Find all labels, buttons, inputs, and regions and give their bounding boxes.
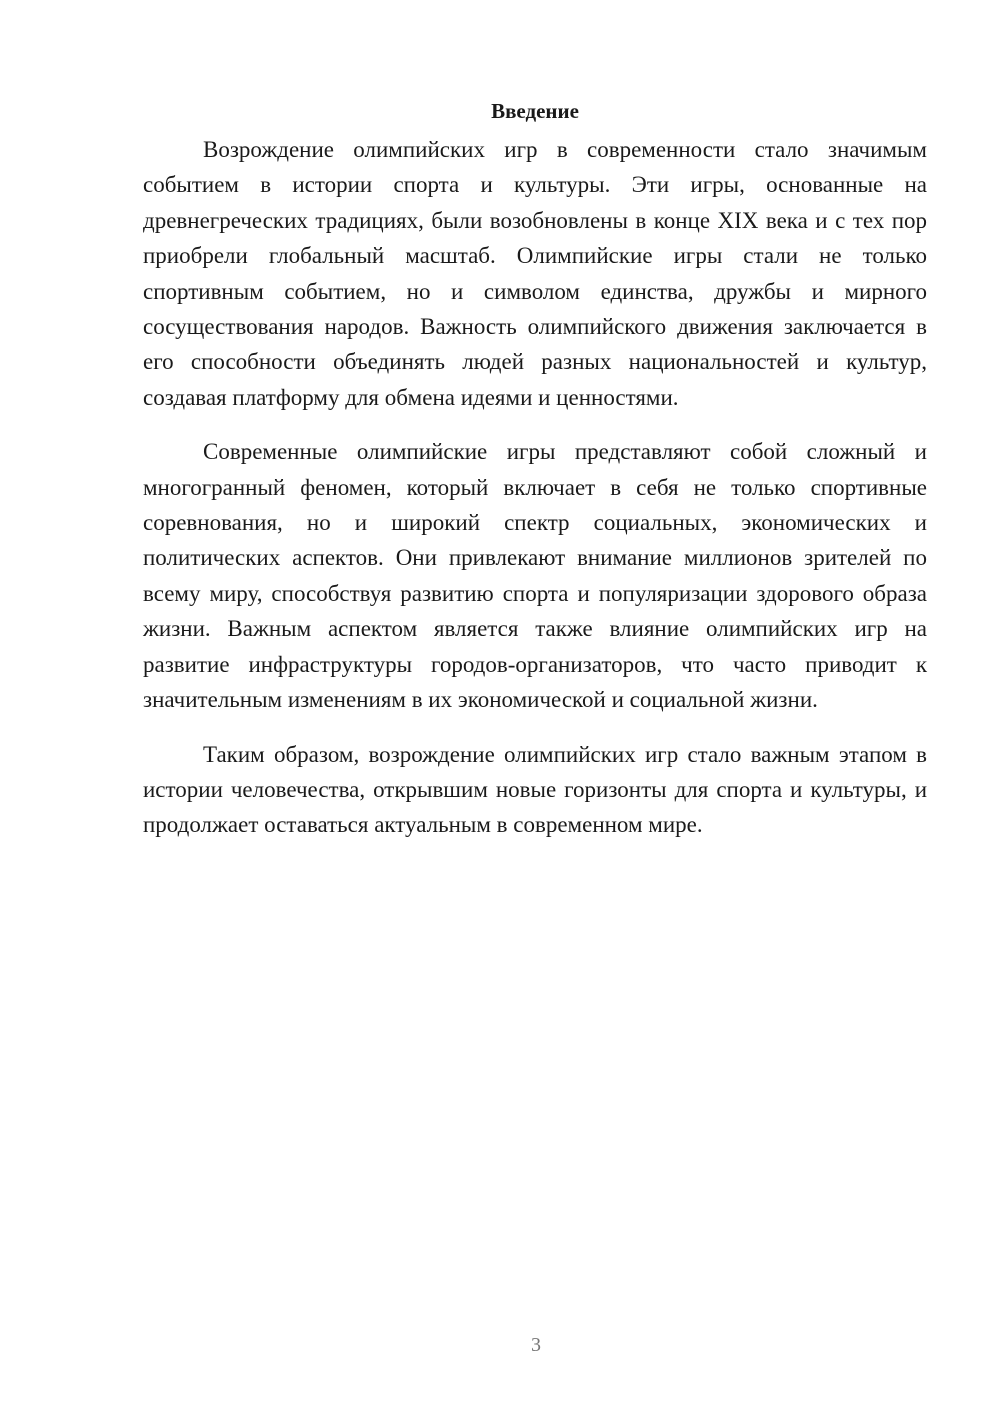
page-number: 3 <box>531 1334 541 1356</box>
paragraph-3: Таким образом, возрождение олимпийских игр стало важным этапом в истории человечества, открывшим новые горизонты для спорта и культуры, и продолжает оставаться актуальным в современном мире. <box>143 741 927 838</box>
section-heading: Введение <box>491 99 579 123</box>
page-content <box>143 96 927 862</box>
paragraph-2: Современные олимпийские игры представляют собой сложный и многогранный феномен, который включает в себя не только спортивные соревнования, но и широкий спектр социальных, экономических и политических аспектов. Они привлекают внимание миллионов зрителей по всему миру, способствуя развитию спорта и популяризации здорового образа жизни. Важным аспектом является также влияние олимпийских игр на развитие инфраструктуры городов-организаторов, что часто приводит к значительным изменениям в их экономической и социальной жизни. <box>143 439 927 713</box>
paragraph-1: Возрождение олимпийских игр в современности стало значимым событием в истории спорта и культуры. Эти игры, основанные на древнегреческих традициях, были возобновлены в конце XIX века и с тех пор приобрели глобальный масштаб. Олимпийские игры стали не только спортивным событием, но и символом единства, дружбы и мирного сосуществования народов. Важность олимпийского движения заключается в его способности объединять людей разных национальностей и культур, создавая платформу для обмена идеями и ценностями. <box>143 137 927 410</box>
